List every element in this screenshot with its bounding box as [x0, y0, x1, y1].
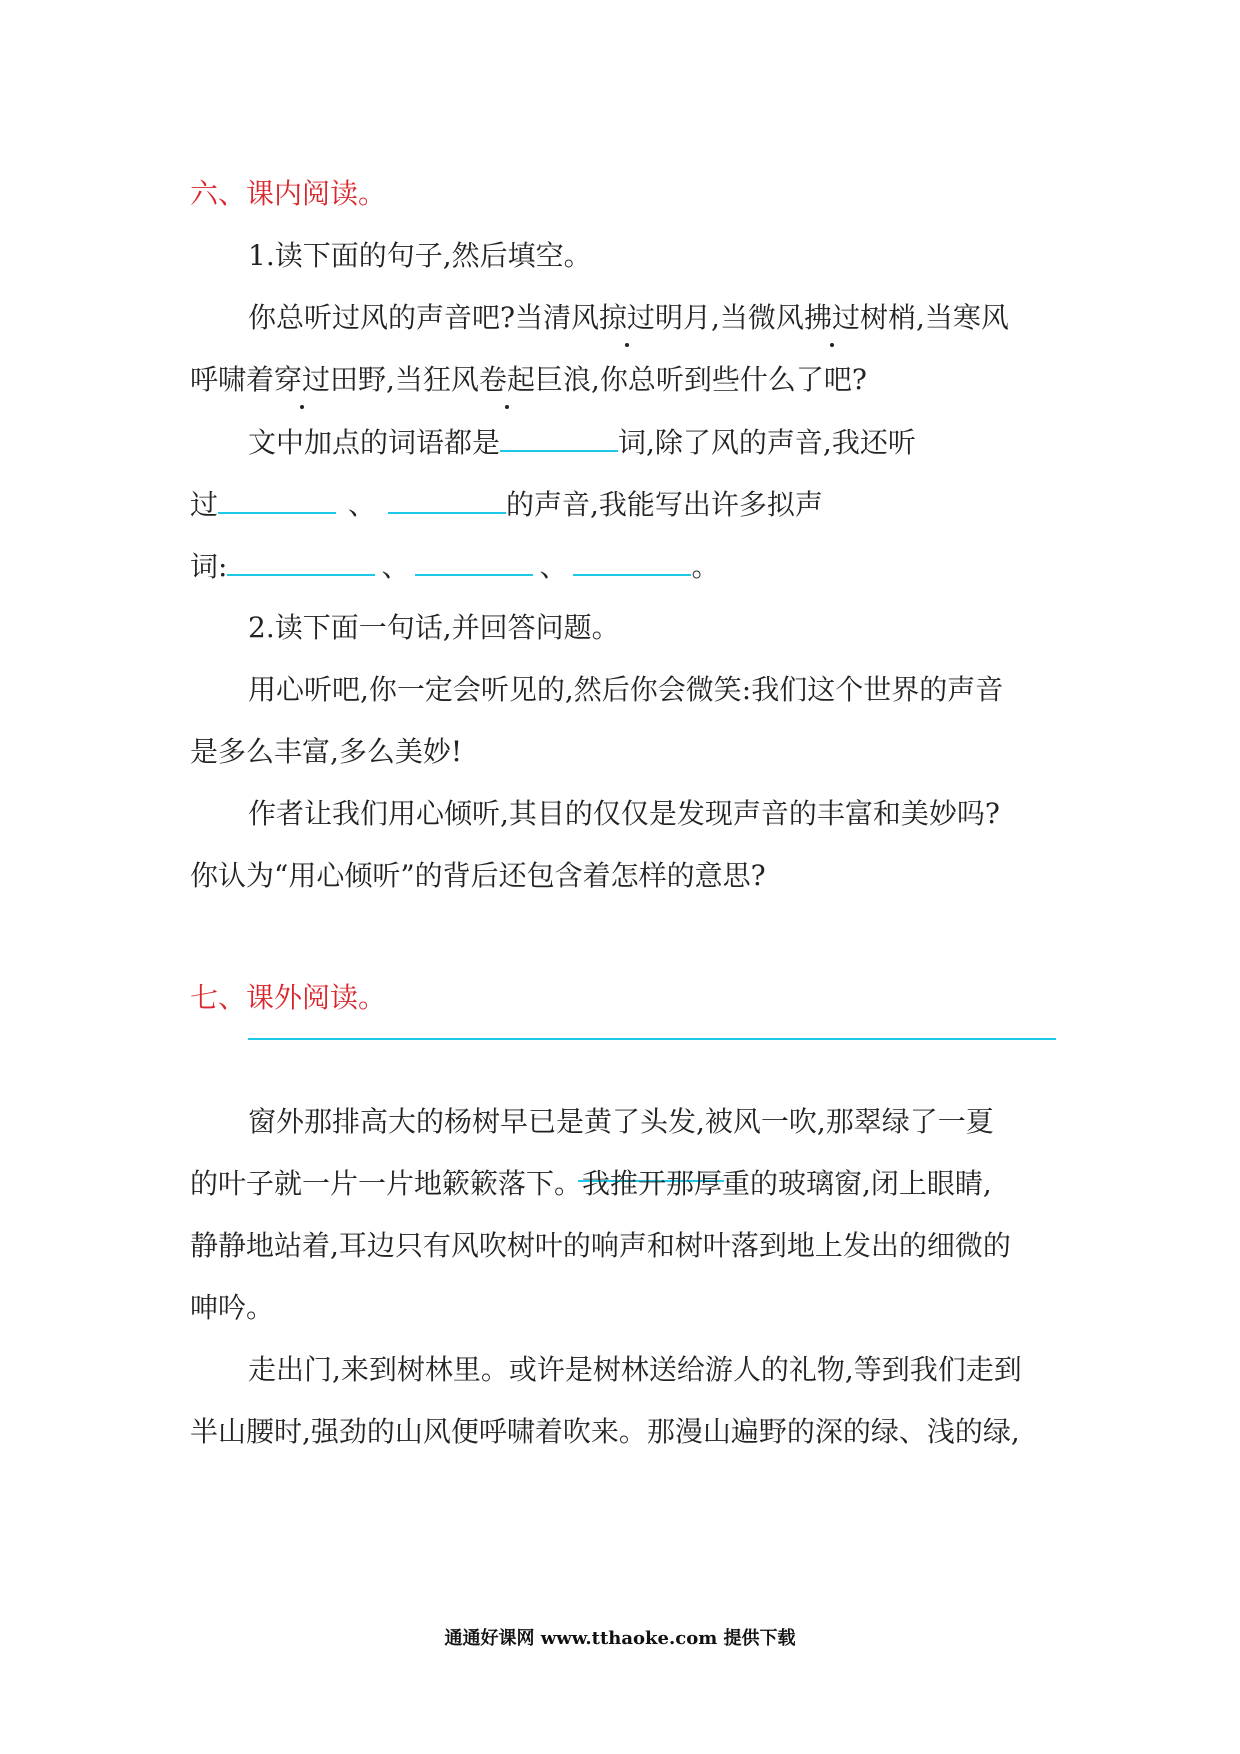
answer-blank[interactable]	[227, 546, 375, 576]
answer-blank[interactable]	[388, 484, 506, 514]
fill-in-line-2: 过 、 的声音,我能写出许多拟声	[190, 484, 823, 525]
dotted-word: 拂过	[804, 298, 860, 338]
paragraph-line: 半山腰时,强劲的山风便呼啸着吹来。那漫山遍野的深的绿、浅的绿,	[190, 1415, 1020, 1448]
question-1-prompt: 1.读下面的句子,然后填空。	[248, 239, 592, 272]
fill-in-line-1: 文中加点的词语都是 词,除了风的声音,我还听	[248, 422, 916, 463]
footer-credit: 通通好课网 www.tthaoke.com 提供下载	[444, 1628, 796, 1649]
passage-line-2: 呼啸着穿过田野,当狂风卷起巨浪,你总听到些什么了吧?	[190, 360, 867, 400]
question-line-2: 你认为“用心倾听”的背后还包含着怎样的意思?	[190, 859, 766, 892]
paragraph-line: 的叶子就一片一片地簌簌落下。我推开那厚重的玻璃窗,闭上眼睛,	[190, 1167, 992, 1200]
dotted-word: 穿过	[274, 360, 330, 400]
paragraph-line: 呻吟。	[190, 1291, 275, 1324]
quote-line-2: 是多么丰富,多么美妙!	[190, 735, 463, 768]
answer-blank[interactable]	[415, 546, 533, 576]
fill-in-line-3: 词: 、 、 。	[190, 546, 719, 587]
question-line-1: 作者让我们用心倾听,其目的仅仅是发现声音的丰富和美妙吗?	[248, 797, 1000, 830]
answer-line[interactable]	[248, 1038, 1056, 1040]
passage-line-1: 你总听过风的声音吧?当清风掠过明月,当微风拂过树梢,当寒风	[248, 298, 1009, 338]
question-2-prompt: 2.读下面一句话,并回答问题。	[248, 611, 620, 644]
answer-blank[interactable]	[500, 422, 618, 452]
answer-blank[interactable]	[218, 484, 336, 514]
quote-line-1: 用心听吧,你一定会听见的,然后你会微笑:我们这个世界的声音	[248, 673, 1004, 706]
section-6-heading: 六、课内阅读。	[190, 177, 387, 210]
section-7-heading: 七、课外阅读。	[190, 981, 387, 1014]
answer-blank[interactable]	[573, 546, 691, 576]
paragraph-line: 走出门,来到树林里。或许是树林送给游人的礼物,等到我们走到	[248, 1353, 1022, 1386]
dotted-word: 掠过	[599, 298, 655, 338]
dotted-word: 卷起	[479, 360, 535, 400]
paragraph-line: 静静地站着,耳边只有风吹树叶的响声和树叶落到地上发出的细微的	[190, 1229, 1011, 1262]
paragraph-line: 窗外那排高大的杨树早已是黄了头发,被风一吹,那翠绿了一夏	[248, 1105, 994, 1138]
